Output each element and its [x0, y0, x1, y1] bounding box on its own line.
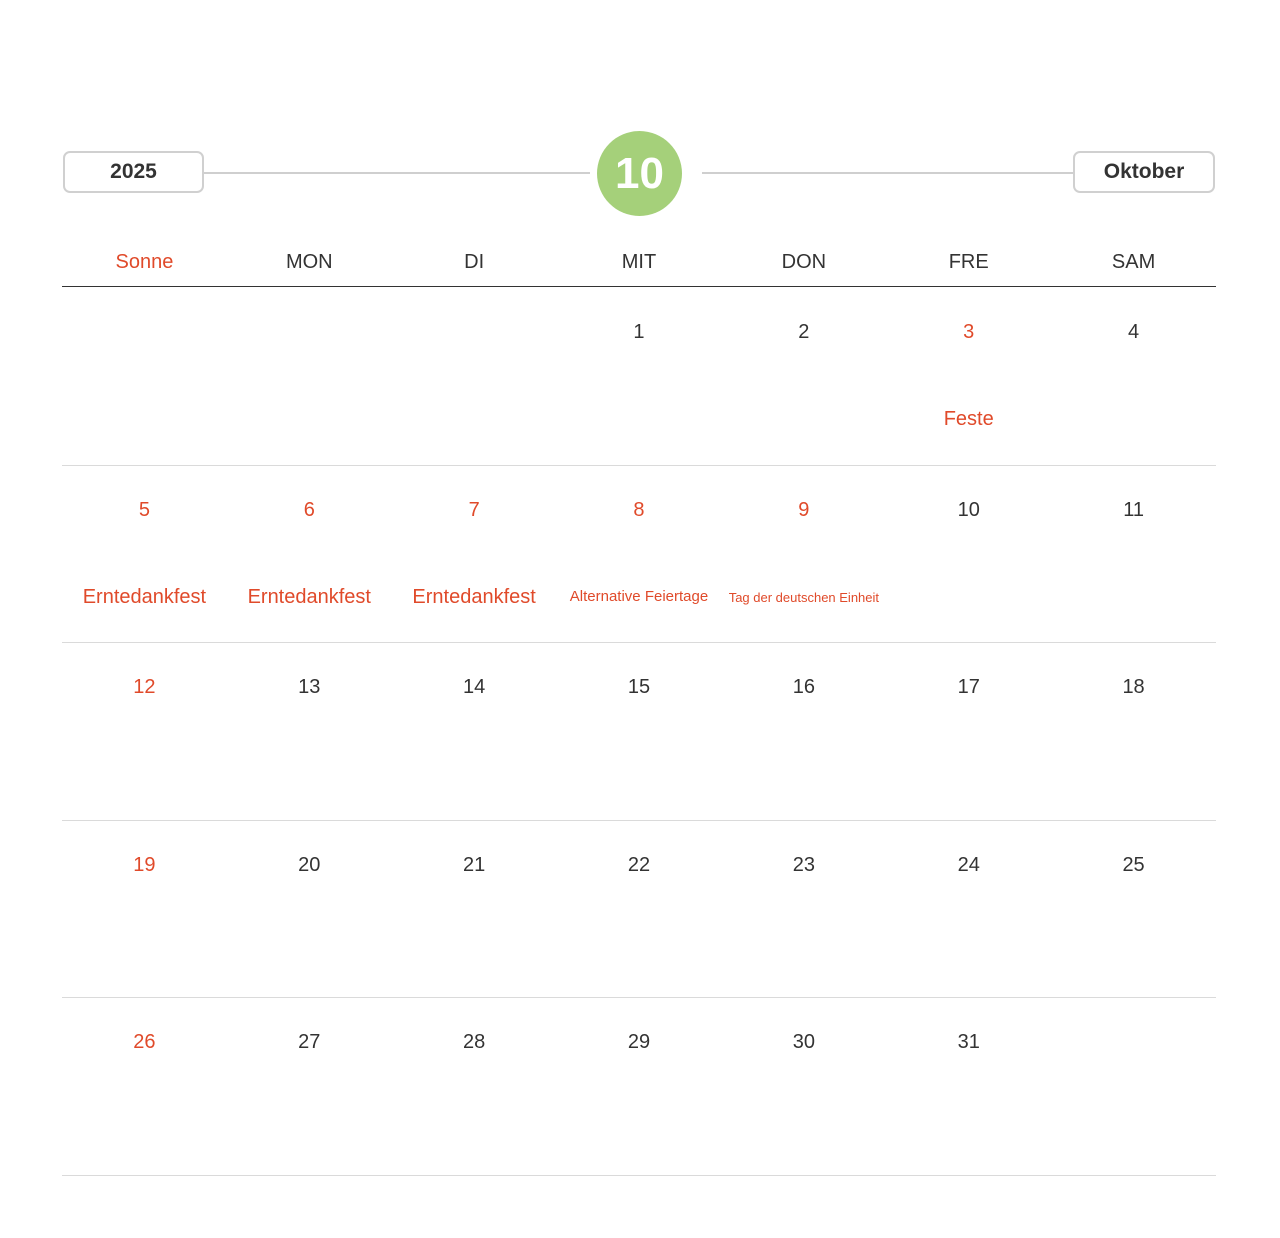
day-number: 14: [463, 676, 486, 698]
year-label: 2025: [63, 151, 204, 193]
day-cell: [886, 288, 1051, 466]
day-cell: [227, 821, 392, 999]
weekday-monday: MON: [285, 250, 333, 273]
day-cell: [1051, 466, 1216, 644]
day-cell: [62, 643, 227, 821]
header-divider-left: [204, 172, 590, 174]
day-cell: [886, 998, 1051, 1176]
day-number: 22: [627, 853, 651, 876]
day-number: 5: [138, 498, 150, 521]
weekday-wednesday: MIT: [621, 250, 657, 273]
day-number: 27: [298, 1031, 321, 1053]
day-cell: [392, 998, 557, 1176]
day-number: 24: [957, 853, 980, 876]
day-number: 7: [468, 498, 480, 521]
day-number: 15: [627, 676, 651, 698]
day-cell: [227, 466, 392, 644]
holiday-label: Erntedankfest: [412, 585, 536, 608]
weekday-friday: FRE: [948, 250, 989, 273]
day-cell: [886, 821, 1051, 999]
day-cell: [227, 643, 392, 821]
day-cell: [62, 821, 227, 999]
holiday-label: Feste: [943, 408, 994, 430]
weekday-header-row: [62, 238, 1216, 287]
calendar-grid: [62, 288, 1216, 1176]
day-number: 8: [633, 498, 645, 521]
day-number: 30: [792, 1031, 815, 1053]
day-cell: [557, 998, 722, 1176]
day-number: 23: [792, 853, 815, 876]
day-cell: [227, 288, 392, 466]
day-cell: [557, 821, 722, 999]
holiday-label: Erntedankfest: [82, 585, 207, 608]
day-cell: [1051, 998, 1216, 1176]
holiday-label: Tag der deutschen Einheit: [728, 589, 880, 605]
day-cell: [557, 466, 722, 644]
day-number: 28: [463, 1031, 486, 1053]
day-cell: [886, 466, 1051, 644]
day-number: 21: [463, 853, 486, 876]
day-number: 19: [133, 853, 156, 876]
day-number: 29: [627, 1031, 651, 1053]
day-number: 13: [298, 676, 321, 698]
day-number: 6: [303, 498, 315, 521]
day-cell: [1051, 821, 1216, 999]
day-cell: [392, 466, 557, 644]
day-number: 1: [633, 321, 645, 343]
day-cell: [62, 466, 227, 644]
day-number: 3: [963, 321, 975, 343]
holiday-label: Erntedankfest: [247, 585, 371, 608]
day-cell: [557, 288, 722, 466]
day-number: 31: [957, 1031, 980, 1053]
day-number: 26: [133, 1031, 156, 1053]
day-cell: [62, 998, 227, 1176]
day-number: 12: [133, 676, 156, 698]
day-number: 11: [1123, 498, 1144, 521]
holiday-label: Alternative Feiertage: [569, 587, 709, 605]
day-cell: [392, 288, 557, 466]
day-cell: [392, 821, 557, 999]
weekday-thursday: DON: [781, 250, 827, 273]
calendar-header: [0, 0, 1280, 230]
day-number: 2: [798, 321, 810, 343]
month-number-badge: 10: [597, 131, 682, 216]
day-number: 10: [957, 498, 980, 521]
header-divider-right: [702, 172, 1073, 174]
day-cell: [721, 821, 886, 999]
day-number: 16: [792, 676, 815, 698]
day-cell: [1051, 288, 1216, 466]
day-cell: [886, 643, 1051, 821]
day-cell: [557, 643, 722, 821]
day-cell: [721, 466, 886, 644]
day-cell: [721, 643, 886, 821]
day-number: 17: [957, 676, 980, 698]
weekday-sunday: Sonne: [115, 250, 174, 273]
day-cell: [227, 998, 392, 1176]
day-cell: [62, 288, 227, 466]
month-name-label: Oktober: [1073, 151, 1215, 193]
day-number: 9: [798, 498, 810, 521]
day-cell: [1051, 643, 1216, 821]
day-cell: [721, 998, 886, 1176]
weekday-saturday: SAM: [1111, 250, 1156, 273]
day-number: 20: [298, 853, 321, 876]
day-cell: [721, 288, 886, 466]
day-number: 4: [1128, 321, 1140, 343]
day-number: 25: [1122, 853, 1145, 876]
day-cell: [392, 643, 557, 821]
weekday-tuesday: DI: [464, 250, 485, 273]
day-number: 18: [1122, 676, 1145, 698]
